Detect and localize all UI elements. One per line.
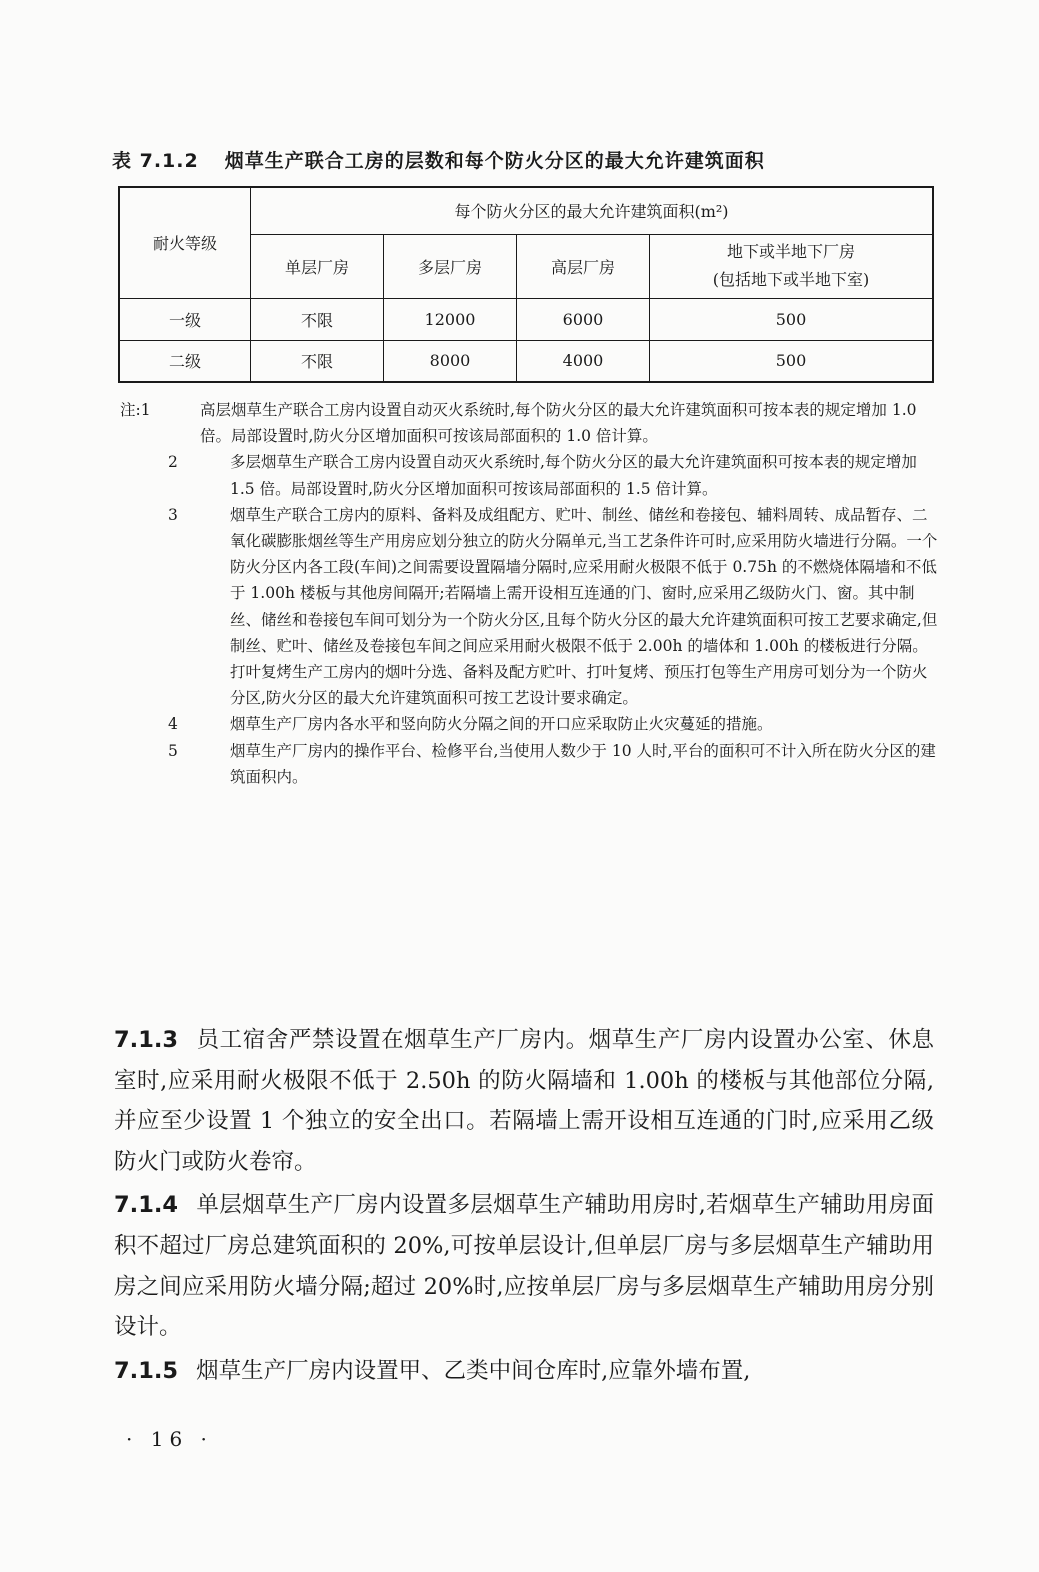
note-item (150, 738, 940, 790)
table-row (119, 298, 933, 340)
cell-single: 不限 (251, 340, 384, 382)
clause-text: 员工宿舍严禁设置在烟草生产厂房内。烟草生产厂房内设置办公室、休息室时,应采用耐火极限不低于 2.50h 的防火隔墙和 1.00h 的楼板与其他部位分隔,并应至少设置 1 个独立的安全出口。若隔墙上需开设相互连通的门时,应采用乙级防火门或防火卷帘。 (114, 1027, 934, 1175)
clauses-section (114, 1020, 934, 1394)
note-item (120, 397, 940, 449)
header-underground (650, 234, 934, 298)
header-single-storey: 单层厂房 (251, 234, 384, 298)
clause-text: 烟草生产厂房内设置甲、乙类中间仓库时,应靠外墙布置, (196, 1357, 751, 1384)
header-fire-grade: 耐火等级 (119, 187, 251, 298)
header-underground-line2: (包括地下或半地下室) (712, 270, 870, 289)
clause-7-1-5 (114, 1351, 934, 1392)
header-high-rise: 高层厂房 (517, 234, 650, 298)
header-max-area-group: 每个防火分区的最大允许建筑面积(m²) (251, 187, 934, 234)
cell-multi: 8000 (384, 340, 517, 382)
note-text: 烟草生产联合工房内的原料、备料及成组配方、贮叶、制丝、储丝和卷接包、辅料周转、成品暂存、二氧化碳膨胀烟丝等生产用房应划分独立的防火分隔单元,当工艺条件许可时,应采用防火墙进行分隔。一个防火分区内各工段(车间)之间需要设置隔墙分隔时,应采用耐火极限不低于 0.75h 的不燃烧体隔墙和不低于 1.00h 楼板与其他房间隔开;若隔墙上需开设相互连通的门、窗时,应采用乙级防火门、窗。其中制丝、储丝和卷接包车间可划分为一个防火分区,且每个防火分区的最大允许建筑面积可按工艺要求确定,但制丝、贮叶、储丝及卷接包车间之间应采用耐火极限不低于 2.00h 的墙体和 1.00h 的楼板进行分隔。打叶复烤生产工房内的烟叶分选、备料及配方贮叶、打叶复烤、预压打包等生产用房可划分为一个防火分区,防火分区的最大允许建筑面积可按工艺设计要求确定。 (230, 505, 938, 708)
note-label: 2 (168, 453, 178, 472)
cell-single: 不限 (251, 298, 384, 340)
table-notes (120, 397, 940, 790)
note-text: 高层烟草生产联合工房内设置自动灭火系统时,每个防火分区的最大允许建筑面积可按本表的规定增加 1.0 倍。局部设置时,防火分区增加面积可按该局部面积的 1.0 倍计算。 (200, 401, 917, 446)
table-number: 表 7.1.2 (112, 150, 199, 172)
note-text: 烟草生产厂房内的操作平台、检修平台,当使用人数少于 10 人时,平台的面积可不计入所在防火分区的建筑面积内。 (230, 741, 936, 786)
clause-text: 单层烟草生产厂房内设置多层烟草生产辅助用房时,若烟草生产辅助用房面积不超过厂房总建筑面积的 20%,可按单层设计,但单层厂房与多层烟草生产辅助用房之间应采用防火墙分隔;超过 20%时,应按单层厂房与多层烟草生产辅助用房分别设计。 (114, 1192, 934, 1341)
clause-7-1-4 (114, 1185, 934, 1347)
clause-number: 7.1.3 (114, 1027, 179, 1053)
note-text: 烟草生产厂房内各水平和竖向防火分隔之间的开口应采取防止火灾蔓延的措施。 (230, 715, 773, 734)
note-label: 4 (168, 715, 178, 734)
note-item (150, 711, 940, 737)
note-item (150, 502, 940, 712)
note-label: 3 (168, 505, 178, 524)
cell-underground: 500 (650, 298, 934, 340)
header-multi-storey: 多层厂房 (384, 234, 517, 298)
table-row (119, 340, 933, 382)
cell-grade: 二级 (119, 340, 251, 382)
cell-high: 6000 (517, 298, 650, 340)
cell-grade: 一级 (119, 298, 251, 340)
page-number: · 16 · (126, 1427, 213, 1451)
cell-multi: 12000 (384, 298, 517, 340)
note-text: 多层烟草生产联合工房内设置自动灭火系统时,每个防火分区的最大允许建筑面积可按本表的规定增加 1.5 倍。局部设置时,防火分区增加面积可按该局部面积的 1.5 倍计算。 (230, 453, 917, 498)
fire-area-table (118, 186, 934, 383)
clause-number: 7.1.4 (114, 1192, 179, 1219)
note-label: 5 (168, 741, 178, 760)
cell-high: 4000 (517, 340, 650, 382)
clause-7-1-3 (114, 1020, 934, 1182)
note-label: 注:1 (120, 401, 151, 419)
header-underground-line1: 地下或半地下厂房 (726, 242, 855, 261)
table-title: 烟草生产联合工房的层数和每个防火分区的最大允许建筑面积 (224, 150, 765, 172)
clause-number: 7.1.5 (114, 1357, 179, 1384)
cell-underground: 500 (650, 340, 934, 382)
table-caption (112, 146, 932, 173)
note-item (150, 449, 940, 501)
